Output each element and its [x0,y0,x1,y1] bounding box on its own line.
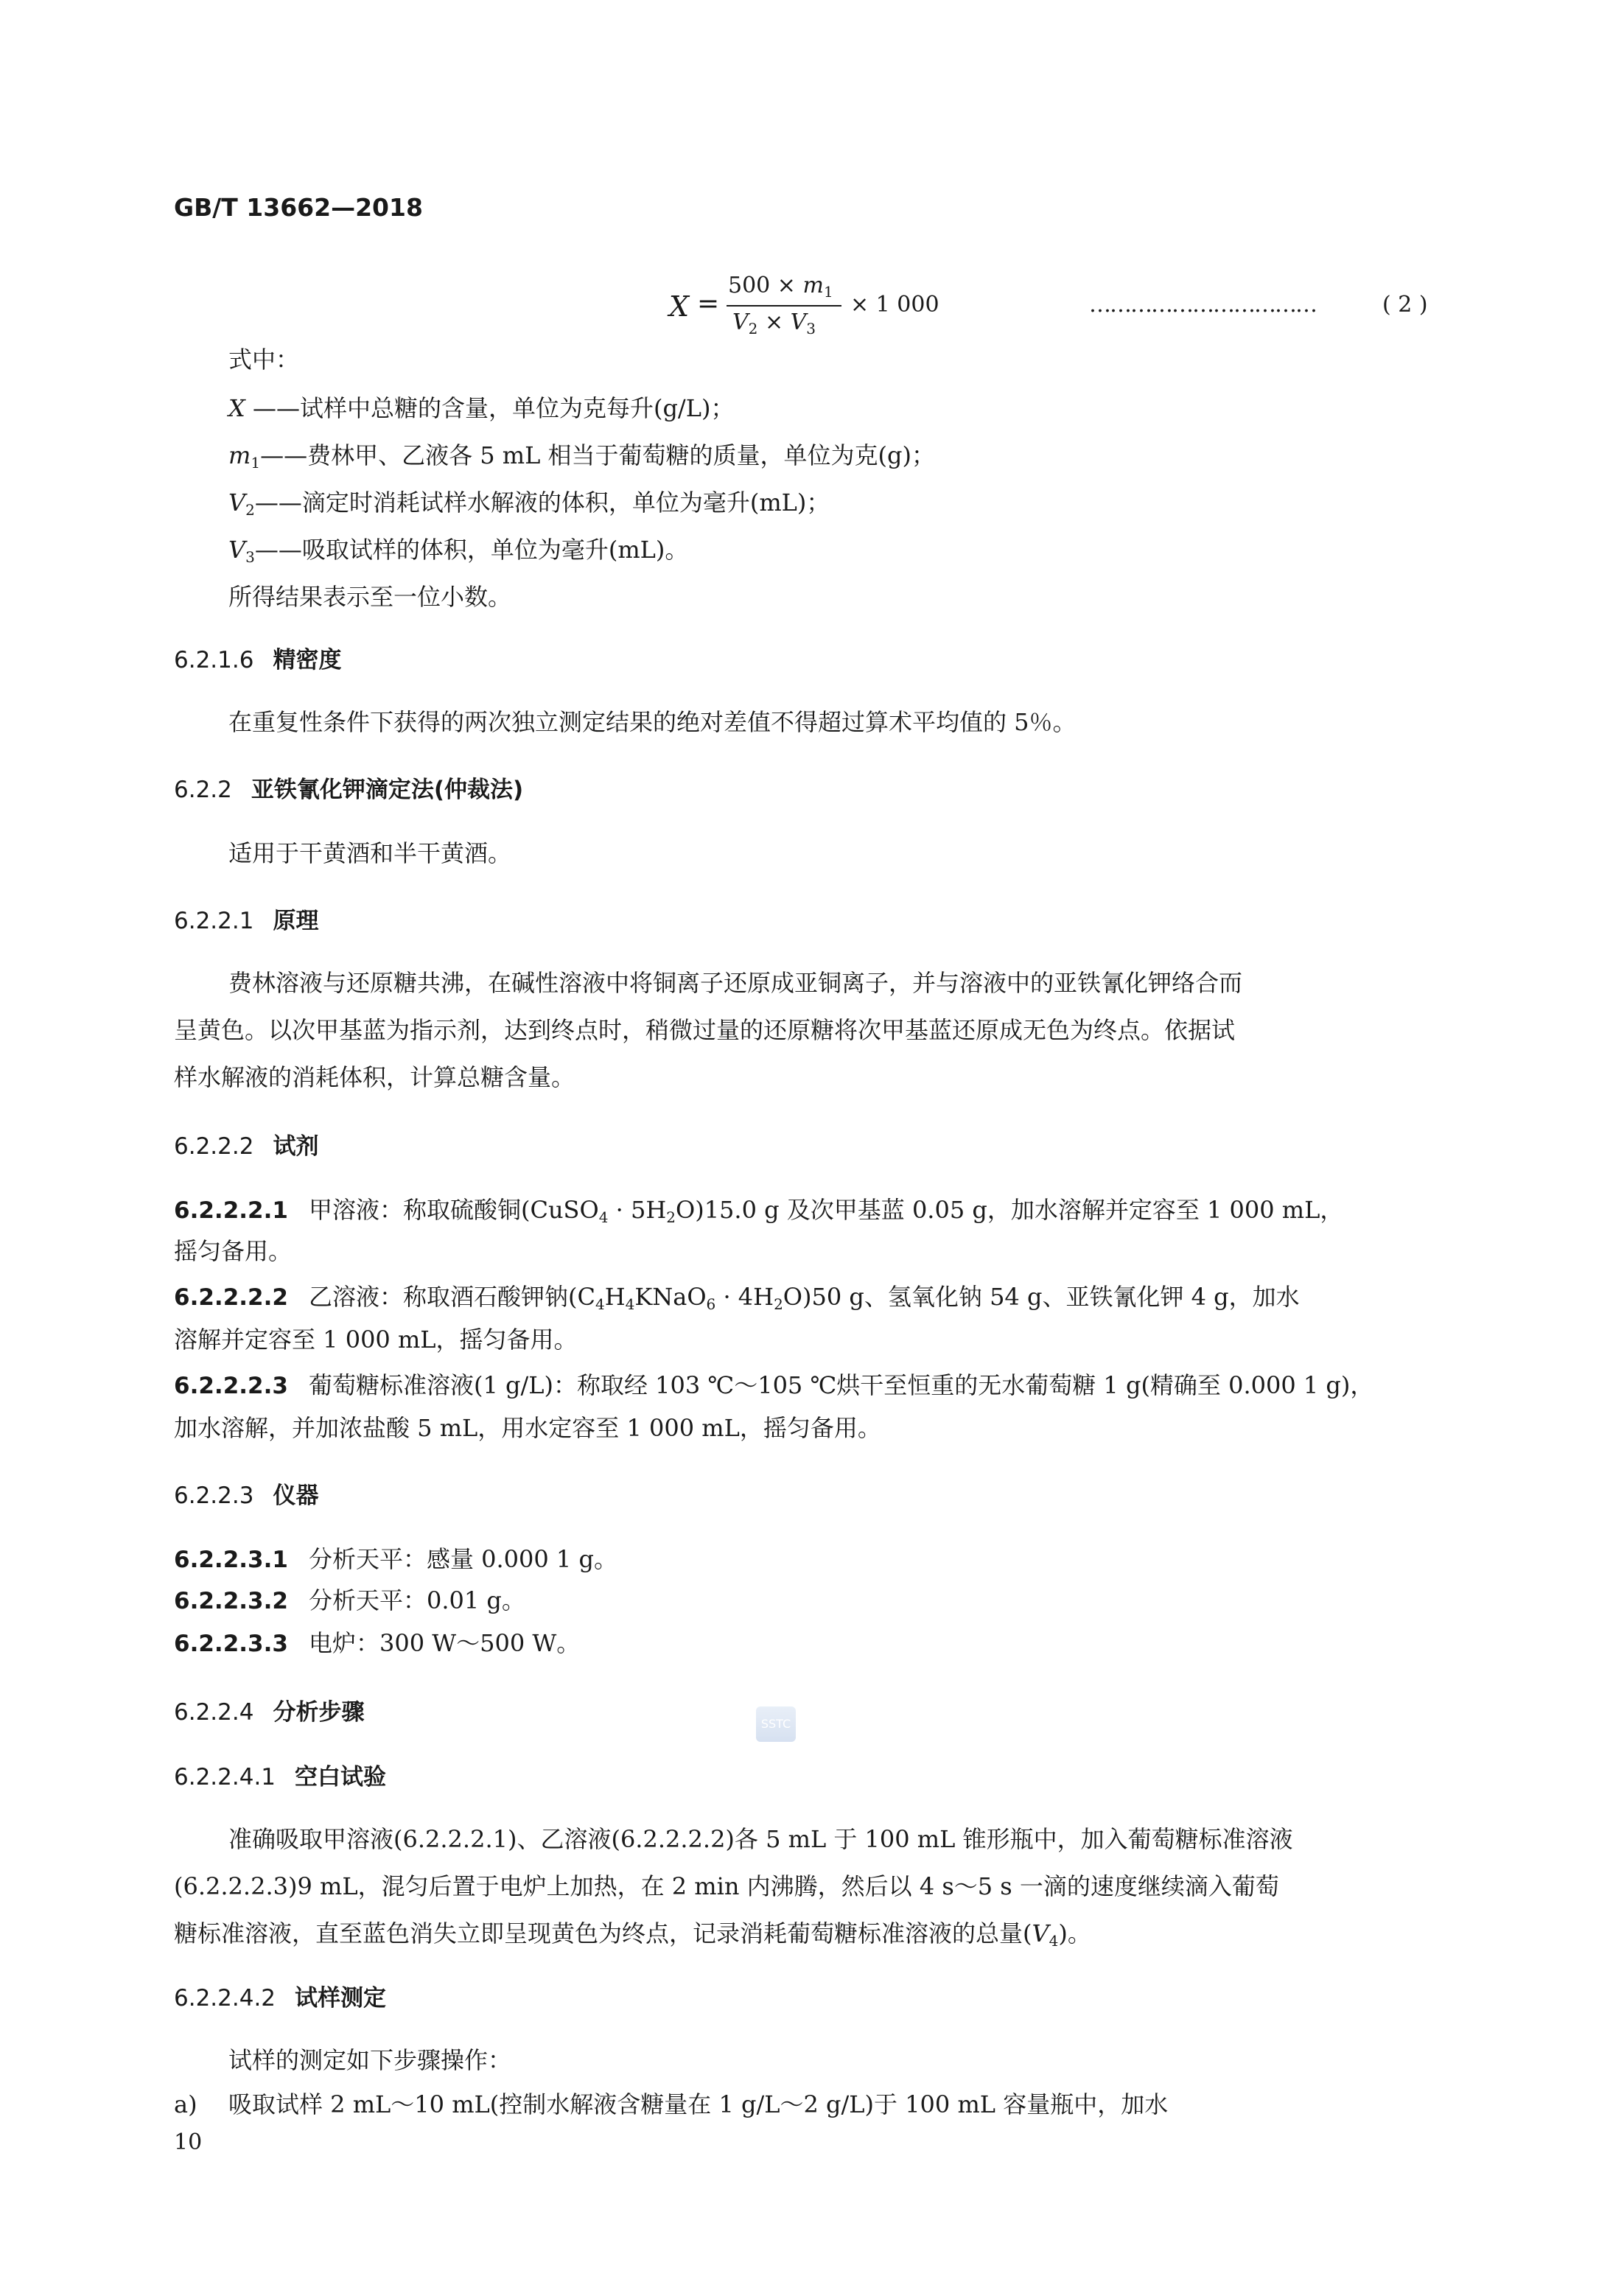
def-symbol: V [228,489,246,517]
principle-line: 费林溶液与还原糖共沸，在碱性溶液中将铜离子还原成亚铜离子，并与溶液中的亚铁氰化钾络合而 [228,969,1243,997]
heading-title: 试剂 [273,1133,319,1160]
instrument-item [174,1578,525,1623]
def-text: 试样中总糖的含量，单位为克每升(g/L)； [299,394,735,422]
standard-number: GB/T 13662—2018 [174,193,423,222]
def-dash: —— [254,489,302,517]
text-part: · 4H [715,1283,774,1311]
text-part: 分析天平：0.01 g。 [308,1586,525,1614]
heading-6-2-2-4-1 [174,1758,386,1791]
heading-number: 6.2.2.2 [174,1133,254,1160]
precision-text: 在重复性条件下获得的两次独立测定结果的绝对差值不得超过算术平均值的 5％。 [228,708,1077,736]
heading-6-2-2-1 [174,902,318,935]
text-part: 电炉：300 W～500 W。 [308,1629,581,1657]
text-part: 乙溶液：称取酒石酸钾钠(C [308,1283,595,1311]
heading-number: 6.2.2.4 [174,1699,254,1726]
denominator-var2: V [790,309,807,335]
heading-title: 精密度 [273,647,342,673]
definition-item [228,386,734,438]
definitions-intro: 式中： [228,346,300,374]
heading-number: 6.2.2 [174,777,232,803]
text-part: 吸取试样 2 mL～10 mL(控制水解液含糖量在 1 g/L～2 g/L)于 100 mL 容量瓶中，加水 [228,2090,1169,2118]
blank-test-line: (6.2.2.2.3)9 mL，混匀后置于电炉上加热，在 2 min 内沸腾，然后以 4 s～5 s 一滴的速度继续滴入葡萄 [174,1872,1279,1900]
subscript: 6 [706,1295,716,1313]
text-part: 糖标准溶液，直至蓝色消失立即呈现黄色为终点，记录消耗葡萄糖标准溶液的总量( [174,1919,1032,1947]
sample-intro: 试样的测定如下步骤操作： [228,2046,512,2074]
text-part: O)50 g、氢氧化钠 54 g、亚铁氰化钾 4 g，加水 [783,1283,1300,1311]
heading-number: 6.2.2.3 [174,1482,254,1509]
def-text: 费林甲、乙液各 5 mL 相当于葡萄糖的质量，单位为克(g)； [307,441,936,469]
denominator-var1: V [732,309,749,335]
clause-number: 6.2.2.3.3 [174,1631,288,1657]
heading-6-2-2-2 [174,1127,318,1160]
def-sub: 3 [245,548,255,566]
def-dash: —— [254,536,302,564]
reagent-a [174,1188,1343,1239]
definition-item [228,433,935,485]
text-part: O)15.0 g 及次甲基蓝 0.05 g，加水溶解并定容至 1 000 mL， [675,1196,1344,1224]
heading-6-2-2-3 [174,1477,318,1510]
heading-title: 仪器 [273,1482,319,1509]
text-part: H [604,1283,626,1311]
denominator-sub1: 2 [748,320,758,337]
text-part: )。 [1058,1919,1091,1947]
result-precision-note: 所得结果表示至一位小数。 [228,583,512,611]
subscript: 4 [595,1295,605,1313]
fraction-bar [727,305,841,307]
clause-number: 6.2.2.2.1 [174,1197,288,1224]
definition-item [228,528,688,579]
subscript: 4 [625,1295,635,1313]
denominator-sub2: 3 [806,320,816,337]
def-symbol: m [228,441,251,469]
list-label: a) [174,2090,197,2118]
subscript: 2 [774,1295,783,1313]
heading-6-2-2-4-2 [174,1979,386,2012]
reagent-b-cont: 溶解并定容至 1 000 mL，摇匀备用。 [174,1326,578,1354]
def-symbol: X [228,394,245,422]
def-sub: 1 [251,454,261,472]
heading-6-2-2-4 [174,1693,364,1726]
heading-number: 6.2.1.6 [174,647,254,673]
heading-6-2-1-6 [174,641,341,674]
list-item-a [174,2082,1168,2126]
instrument-item [174,1621,580,1666]
subscript: 4 [598,1208,609,1226]
formula-denominator [732,309,816,337]
instrument-item [174,1537,617,1582]
def-dash: —— [260,441,308,469]
reagent-a-cont: 摇匀备用。 [174,1237,293,1265]
text-part: 葡萄糖标准溶液(1 g/L)：称取经 103 ℃～105 ℃烘干至恒重的无水葡萄糖 1 g(精确至 0.000 1 g)， [308,1371,1374,1399]
clause-number: 6.2.2.2.2 [174,1284,288,1311]
formula-lhs: X [669,290,690,323]
numerator-prefix: 500 × [728,273,803,298]
numerator-var: m [802,273,824,298]
formula-numerator [728,273,833,301]
heading-title: 亚铁氰化钾滴定法(仲裁法) [251,777,524,803]
denominator-times: × [757,309,791,335]
def-text: 吸取试样的体积，单位为毫升(mL)。 [301,536,689,564]
text-part: 甲溶液：称取硫酸铜(CuSO [308,1196,599,1224]
blank-test-line: 准确吸取甲溶液(6.2.2.2.1)、乙溶液(6.2.2.2.2)各 5 mL 于 100 mL 锥形瓶中，加入葡萄糖标准溶液 [228,1825,1293,1853]
heading-number: 6.2.2.4.1 [174,1764,276,1790]
formula-dots: …………………………… [1089,292,1316,318]
text-part: KNaO [634,1283,707,1311]
subscript: 2 [666,1208,676,1226]
text-part: 分析天平：感量 0.000 1 g。 [308,1545,617,1573]
def-text: 滴定时消耗试样水解液的体积，单位为毫升(mL)； [301,489,830,517]
watermark-logo: SSTC [756,1706,796,1742]
heading-number: 6.2.2.4.2 [174,1985,276,2012]
numerator-sub: 1 [823,283,833,301]
text-part: · 5H [608,1196,667,1224]
page-number: 10 [174,2129,203,2155]
principle-line: 呈黄色。以次甲基蓝为指示剂，达到终点时，稍微过量的还原糖将次甲基蓝还原成无色为终点。依据试 [174,1016,1236,1044]
blank-test-line [174,1911,1091,1963]
variable: V [1032,1919,1049,1947]
heading-title: 原理 [273,908,319,934]
formula-number: ( 2 ) [1382,292,1428,318]
clause-number: 6.2.2.3.1 [174,1547,288,1573]
formula-multiplier: × 1 000 [850,292,939,318]
heading-title: 试样测定 [295,1985,387,2012]
def-symbol: V [228,536,246,564]
def-sub: 2 [245,501,255,519]
clause-number: 6.2.2.3.2 [174,1588,288,1614]
principle-line: 样水解液的消耗体积，计算总糖含量。 [174,1063,575,1091]
heading-6-2-2 [174,771,523,804]
heading-title: 空白试验 [295,1764,387,1790]
heading-number: 6.2.2.1 [174,908,254,934]
reagent-glucose [174,1363,1373,1408]
scope-text: 适用于干黄酒和半干黄酒。 [228,839,512,867]
definition-item [228,480,830,532]
def-dash: —— [245,394,300,422]
clause-number: 6.2.2.2.3 [174,1373,288,1399]
subscript: 4 [1049,1932,1059,1950]
heading-title: 分析步骤 [273,1699,365,1726]
formula-equals: = [697,289,720,319]
reagent-glucose-cont: 加水溶解，并加浓盐酸 5 mL，用水定容至 1 000 mL，摇匀备用。 [174,1414,881,1442]
